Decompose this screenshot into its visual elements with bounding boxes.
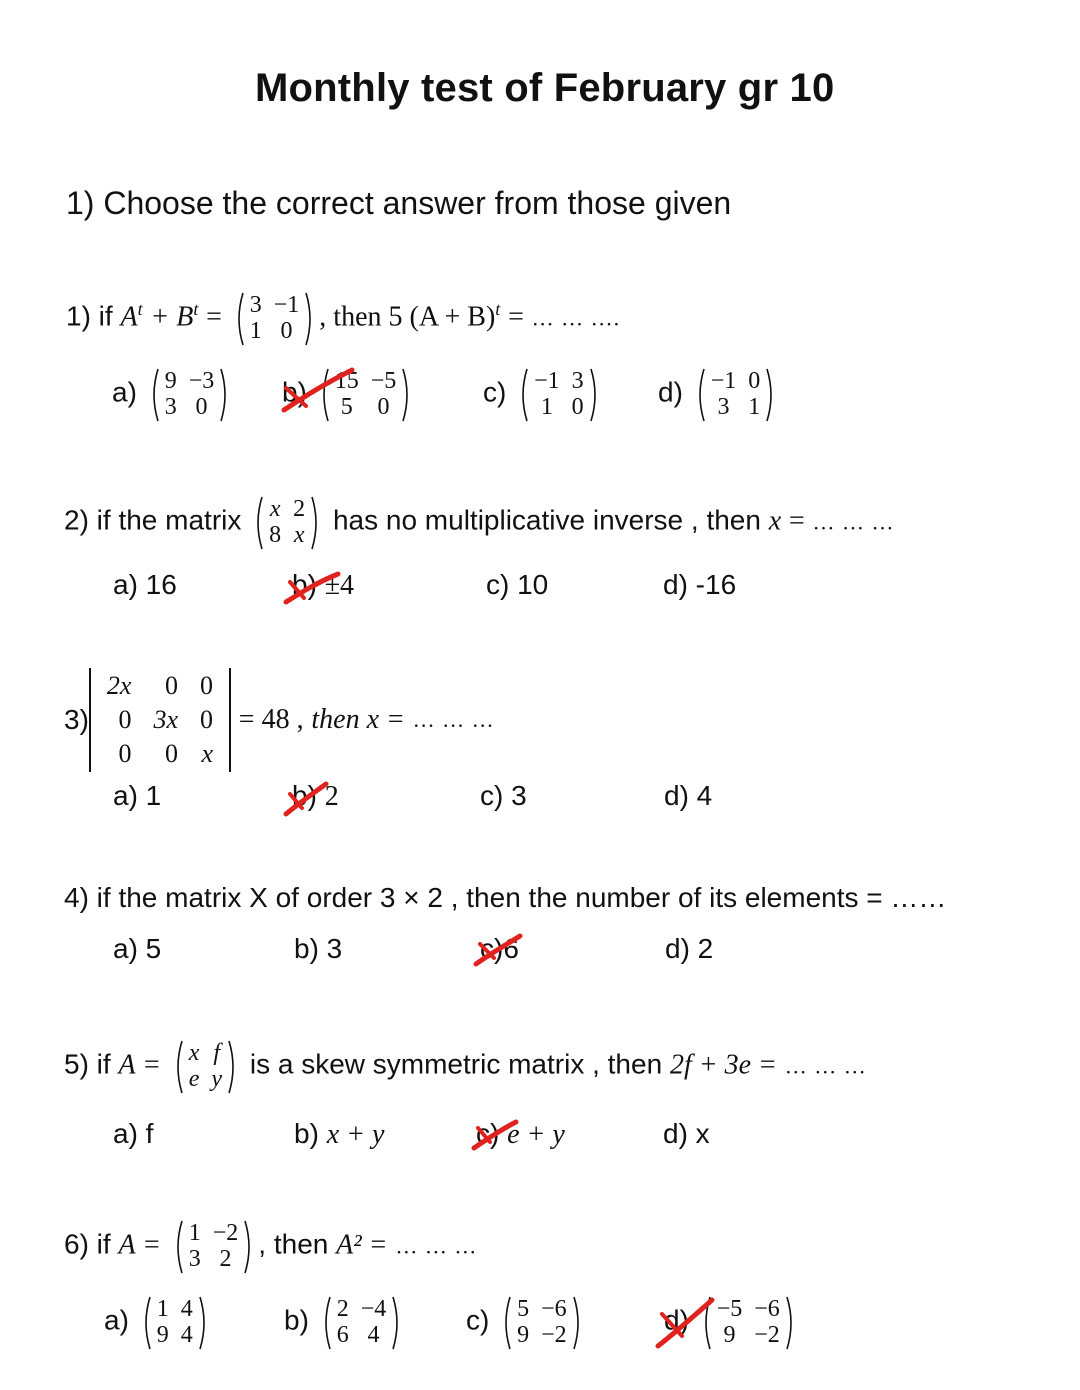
question-1 bbox=[66, 292, 620, 344]
q2-dots: … … … bbox=[812, 509, 895, 535]
matrix-cell: −6 bbox=[754, 1296, 780, 1322]
q1-matrix bbox=[234, 292, 316, 344]
left-paren bbox=[695, 368, 705, 422]
q5-suffix: is a skew symmetric matrix , then bbox=[249, 1048, 663, 1080]
matrix-cell: −2 bbox=[212, 1220, 239, 1246]
matrix-cell: 3 bbox=[571, 368, 584, 394]
matrix-cell: −5 bbox=[716, 1296, 743, 1322]
q6-answer-mark bbox=[654, 1296, 716, 1352]
q2-prefix: 2) if the matrix bbox=[64, 504, 242, 536]
matrix-cell: 5 bbox=[517, 1296, 530, 1322]
q2-option-d[interactable]: d) -16 bbox=[663, 569, 737, 600]
matrix-cell: 1 bbox=[748, 394, 761, 420]
q5-var: A = bbox=[118, 1049, 161, 1081]
matrix-cell: −2 bbox=[541, 1322, 567, 1348]
det-cell: 0 bbox=[165, 739, 178, 768]
matrix-cell: 3 bbox=[249, 292, 262, 318]
matrix-cell: −4 bbox=[360, 1296, 387, 1322]
q5-option-a[interactable]: a) f bbox=[113, 1118, 154, 1149]
det-cell: 0 bbox=[165, 671, 178, 700]
matrix-body bbox=[159, 368, 221, 420]
q1-option-d[interactable] bbox=[658, 368, 780, 420]
q6-option-b[interactable] bbox=[284, 1296, 406, 1348]
q6-option-a-label: a) bbox=[104, 1304, 129, 1336]
q1-dots: … … …. bbox=[531, 305, 621, 331]
q4-answer-mark bbox=[472, 932, 524, 970]
matrix-cell: 3 bbox=[164, 394, 177, 420]
matrix-cell: −5 bbox=[370, 368, 397, 394]
question-6 bbox=[64, 1220, 477, 1272]
right-paren bbox=[199, 1296, 209, 1350]
matrix-cell: 3 bbox=[717, 394, 730, 420]
matrix-cell: 9 bbox=[723, 1322, 736, 1348]
matrix-body bbox=[183, 1040, 228, 1092]
q5-dots: … … … bbox=[784, 1053, 867, 1079]
q1-answer-mark bbox=[280, 366, 356, 416]
q5-option-b-label: b) bbox=[294, 1118, 319, 1149]
q3-number: 3) bbox=[64, 704, 89, 735]
right-paren bbox=[786, 1296, 796, 1350]
q6-option-b-matrix bbox=[321, 1296, 403, 1348]
right-paren bbox=[220, 368, 230, 422]
matrix-cell: −1 bbox=[710, 368, 737, 394]
matrix-body bbox=[711, 1296, 786, 1348]
matrix-cell: 0 bbox=[195, 394, 208, 420]
question-3 bbox=[64, 668, 495, 772]
q6-option-c-label: c) bbox=[466, 1304, 490, 1336]
q6-then: , then bbox=[258, 1228, 329, 1260]
q3-option-b-value: 2 bbox=[324, 781, 339, 812]
q5-option-b[interactable] bbox=[294, 1118, 384, 1151]
matrix-body bbox=[244, 292, 306, 344]
q1-sup-ab: t bbox=[495, 299, 501, 320]
q6-option-b-label: b) bbox=[284, 1304, 309, 1336]
matrix-body bbox=[511, 1296, 573, 1348]
q3-determinant bbox=[89, 668, 231, 772]
right-paren bbox=[766, 368, 776, 422]
q3-option-a[interactable]: a) 1 bbox=[113, 780, 162, 811]
matrix-cell: x bbox=[269, 496, 281, 522]
right-paren bbox=[590, 368, 600, 422]
matrix-cell: 1 bbox=[540, 394, 553, 420]
left-paren bbox=[173, 1040, 183, 1094]
q6-matrix bbox=[173, 1220, 255, 1272]
det-cell: 0 bbox=[200, 671, 213, 700]
q1-option-a-label: a) bbox=[112, 376, 137, 408]
q5-answer-mark bbox=[470, 1118, 520, 1154]
matrix-cell: 0 bbox=[748, 368, 761, 394]
matrix-cell: 4 bbox=[180, 1296, 193, 1322]
matrix-cell: 8 bbox=[269, 522, 282, 548]
q5-expr: 2f + 3e = bbox=[669, 1049, 777, 1081]
matrix-cell: −6 bbox=[541, 1296, 567, 1322]
right-paren bbox=[244, 1220, 254, 1274]
right-paren bbox=[392, 1296, 402, 1350]
q2-option-a[interactable]: a) 16 bbox=[113, 569, 177, 600]
matrix-body bbox=[183, 1220, 245, 1272]
q1-sup-a: t bbox=[137, 299, 143, 320]
det-cell: 0 bbox=[118, 739, 132, 768]
matrix-cell: x bbox=[293, 522, 305, 548]
matrix-cell: 4 bbox=[180, 1322, 193, 1348]
page-title: Monthly test of February gr 10 bbox=[255, 66, 835, 110]
q1-option-c[interactable] bbox=[483, 368, 604, 420]
q1-option-c-matrix bbox=[518, 368, 600, 420]
q1-lhs: A bbox=[120, 301, 138, 333]
q6-dots: … … … bbox=[395, 1233, 478, 1259]
q6-option-d-label: d) bbox=[664, 1304, 689, 1336]
q4-option-c-value: 6 bbox=[503, 933, 519, 964]
q6-option-c-matrix bbox=[501, 1296, 583, 1348]
q1-option-b-label: b) bbox=[282, 376, 307, 408]
q1-option-c-label: c) bbox=[483, 376, 507, 408]
matrix-cell: 15 bbox=[334, 368, 359, 394]
q2-answer-mark bbox=[282, 568, 342, 608]
matrix-cell: 6 bbox=[336, 1322, 349, 1348]
matrix-cell: 2 bbox=[293, 496, 306, 522]
matrix-cell: 0 bbox=[280, 318, 293, 344]
q5-option-c-value: e + y bbox=[507, 1119, 565, 1150]
q6-expr: A² = bbox=[336, 1229, 388, 1261]
matrix-cell: 9 bbox=[164, 368, 177, 394]
q6-option-a-matrix bbox=[141, 1296, 209, 1348]
matrix-cell: 4 bbox=[367, 1322, 380, 1348]
matrix-cell: 9 bbox=[517, 1322, 530, 1348]
q2-var: x bbox=[768, 505, 782, 537]
matrix-cell: 5 bbox=[340, 394, 353, 420]
q1-number: 1) if bbox=[66, 300, 113, 332]
left-paren bbox=[149, 368, 159, 422]
q1-equals-2: = bbox=[508, 301, 524, 333]
det-cell: 2x bbox=[106, 671, 132, 700]
q5-option-d[interactable]: d) x bbox=[663, 1118, 710, 1149]
q6-option-a[interactable] bbox=[104, 1296, 213, 1348]
matrix-cell: −1 bbox=[534, 368, 560, 394]
q3-then: then x = bbox=[311, 704, 405, 735]
q5-matrix bbox=[173, 1040, 238, 1092]
matrix-cell: 1 bbox=[188, 1220, 201, 1246]
q3-answer-mark bbox=[282, 780, 332, 820]
q2-equals: = bbox=[788, 505, 805, 537]
q1-option-d-label: d) bbox=[658, 376, 683, 408]
matrix-cell: −1 bbox=[273, 292, 300, 318]
q3-dots: … … … bbox=[412, 707, 495, 732]
matrix-cell: e bbox=[188, 1066, 200, 1092]
q5-prefix: 5) if bbox=[64, 1048, 111, 1080]
matrix-cell: 3 bbox=[188, 1246, 201, 1272]
q1-sup-b: t bbox=[193, 299, 199, 320]
right-paren bbox=[305, 292, 315, 346]
q6-prefix: 6) if bbox=[64, 1228, 111, 1260]
right-paren bbox=[228, 1040, 238, 1094]
matrix-body bbox=[151, 1296, 199, 1348]
q3-option-b-label: b) bbox=[292, 780, 317, 811]
matrix-body bbox=[263, 496, 311, 548]
matrix-cell: 2 bbox=[219, 1246, 232, 1272]
left-paren bbox=[501, 1296, 511, 1350]
q2-option-b-label: b) bbox=[292, 569, 317, 600]
q6-var: A = bbox=[118, 1229, 161, 1261]
question-5 bbox=[64, 1040, 867, 1092]
q2-suffix: has no multiplicative inverse , then bbox=[332, 504, 761, 536]
matrix-cell: −2 bbox=[754, 1322, 780, 1348]
q3-equals: = 48 , bbox=[238, 704, 304, 735]
matrix-cell: −3 bbox=[188, 368, 215, 394]
q1-equals: = bbox=[206, 301, 222, 333]
left-paren bbox=[518, 368, 528, 422]
q4-option-a[interactable]: a) 5 bbox=[113, 933, 162, 964]
matrix-cell: 0 bbox=[571, 394, 584, 420]
matrix-cell: f bbox=[213, 1040, 221, 1066]
section-heading: 1) Choose the correct answer from those given bbox=[66, 185, 732, 221]
det-cell: 3x bbox=[153, 705, 178, 734]
matrix-body bbox=[331, 1296, 393, 1348]
q2-option-b-value: ±4 bbox=[324, 570, 355, 601]
q2-matrix bbox=[253, 496, 321, 548]
q4-option-b[interactable]: b) 3 bbox=[294, 933, 343, 964]
matrix-cell: 1 bbox=[156, 1296, 169, 1322]
q5-option-b-value: x + y bbox=[326, 1119, 385, 1150]
question-2 bbox=[64, 496, 895, 548]
det-cell: 0 bbox=[118, 705, 132, 734]
matrix-cell: y bbox=[211, 1066, 223, 1092]
right-paren bbox=[573, 1296, 583, 1350]
matrix-cell: 9 bbox=[156, 1322, 169, 1348]
matrix-body bbox=[705, 368, 767, 420]
left-paren bbox=[234, 292, 244, 346]
q1-option-d-matrix bbox=[695, 368, 777, 420]
matrix-cell: 2 bbox=[336, 1296, 349, 1322]
left-paren bbox=[321, 1296, 331, 1350]
matrix-body bbox=[528, 368, 590, 420]
left-paren bbox=[253, 496, 263, 550]
right-paren bbox=[311, 496, 321, 550]
q1-option-a[interactable] bbox=[112, 368, 234, 420]
q1-plus-b: + B bbox=[150, 301, 194, 333]
left-paren bbox=[173, 1220, 183, 1274]
matrix-cell: 0 bbox=[377, 394, 390, 420]
question-4: 4) if the matrix X of order 3 × 2 , then the number of its elements = …… bbox=[64, 882, 947, 913]
matrix-cell: 1 bbox=[249, 318, 262, 344]
q2-option-c[interactable]: c) 10 bbox=[486, 569, 549, 600]
q1-option-a-matrix bbox=[149, 368, 231, 420]
q3-option-d[interactable]: d) 4 bbox=[664, 780, 713, 811]
q4-option-c-label: c) bbox=[480, 933, 504, 964]
q3-option-c[interactable]: c) 3 bbox=[480, 780, 527, 811]
right-paren bbox=[402, 368, 412, 422]
q1-then: , then 5 (A + B) bbox=[319, 301, 496, 333]
q4-option-d[interactable]: d) 2 bbox=[665, 933, 714, 964]
q5-option-c-label: c) bbox=[476, 1118, 500, 1149]
q6-option-c[interactable] bbox=[466, 1296, 587, 1348]
det-cell: x bbox=[201, 739, 213, 768]
det-cell: 0 bbox=[200, 705, 213, 734]
left-paren bbox=[141, 1296, 151, 1350]
matrix-cell: x bbox=[188, 1040, 200, 1066]
